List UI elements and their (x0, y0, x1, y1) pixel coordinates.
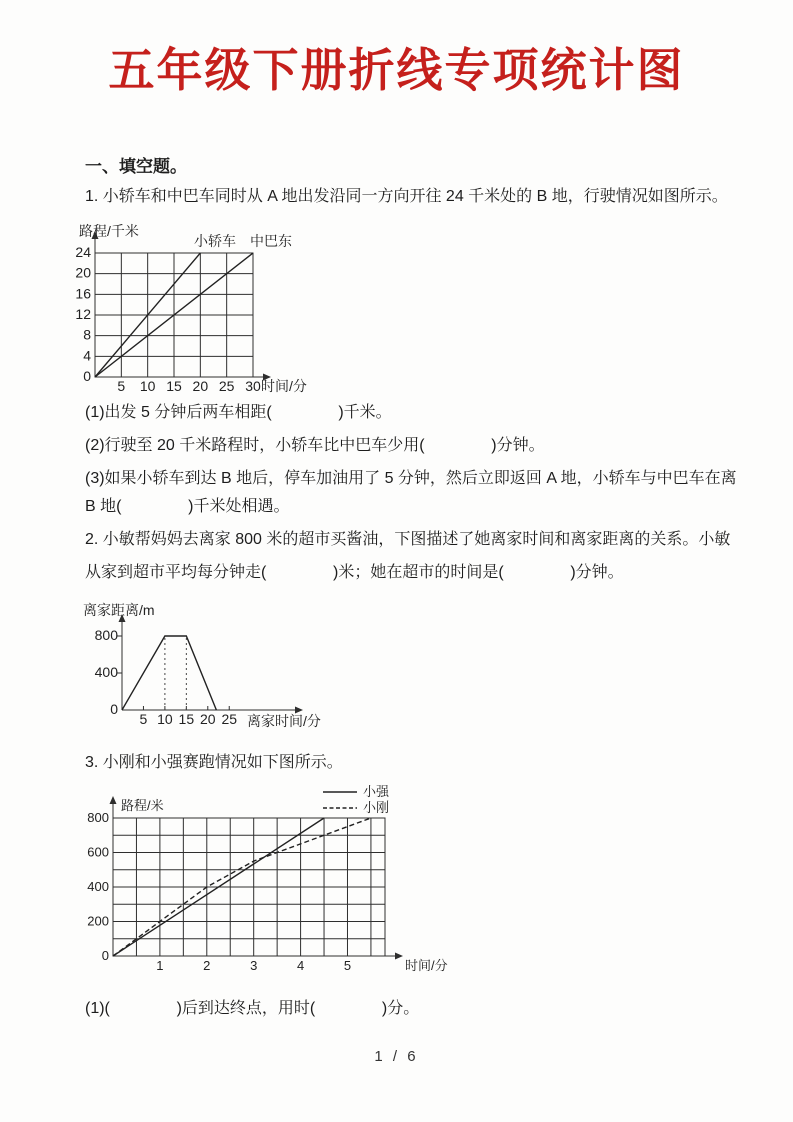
svg-text:8: 8 (83, 326, 91, 343)
svg-text:0: 0 (110, 701, 118, 717)
svg-text:离家时间/分: 离家时间/分 (247, 713, 321, 729)
svg-text:15: 15 (166, 378, 182, 394)
svg-text:时间/分: 时间/分 (261, 378, 307, 394)
svg-text:路程/千米: 路程/千米 (79, 223, 139, 239)
svg-text:30: 30 (245, 378, 261, 394)
svg-text:5: 5 (117, 378, 126, 394)
question-1-blank-1: (1)出发 5 分钟后两车相距( )千米。 (85, 404, 392, 421)
svg-text:1: 1 (156, 958, 164, 973)
svg-text:12: 12 (75, 306, 91, 322)
question-1-text: 1. 小轿车和中巴车同时从 A 地出发沿同一方向开往 24 千米处的 B 地，行驶情况如图所示。 (85, 188, 728, 205)
svg-text:25: 25 (221, 711, 238, 727)
question-3-blank-1: (1)( )后到达终点，用时( )分。 (85, 1000, 420, 1017)
worksheet-title: 五年级下册折线专项统计图 (108, 44, 685, 96)
svg-text:2: 2 (203, 958, 211, 973)
question-2-text-line1: 2. 小敏帮妈妈去离家 800 米的超市买酱油，下图描述了她离家时间和离家距离的关系。小敏 (85, 531, 731, 548)
question-2-text-line2: 从家到超市平均每分钟走( )米；她在超市的时间是( )分钟。 (85, 564, 624, 581)
svg-text:5: 5 (343, 958, 352, 973)
svg-text:600: 600 (87, 844, 109, 860)
question-1-blank-3-line2: B 地( )千米处相遇。 (85, 498, 290, 515)
svg-text:400: 400 (87, 879, 109, 894)
svg-text:5: 5 (139, 711, 148, 727)
svg-text:24: 24 (75, 244, 91, 260)
svg-text:0: 0 (83, 368, 91, 384)
svg-text:路程/米: 路程/米 (121, 798, 164, 813)
svg-text:10: 10 (139, 378, 156, 394)
svg-text:200: 200 (87, 913, 109, 929)
svg-text:0: 0 (101, 948, 109, 963)
svg-text:小刚: 小刚 (363, 800, 390, 815)
svg-text:20: 20 (200, 711, 216, 727)
svg-text:10: 10 (157, 711, 173, 727)
svg-text:3: 3 (250, 958, 258, 973)
svg-text:小强: 小强 (363, 784, 390, 799)
svg-text:时间/分: 时间/分 (405, 958, 448, 973)
svg-text:15: 15 (178, 711, 195, 727)
line-chart-race (75, 780, 507, 992)
svg-text:离家距离/m: 离家距离/m (83, 602, 155, 618)
line-chart-distance-from-home (75, 593, 407, 738)
svg-text:中巴东: 中巴东 (250, 233, 292, 249)
question-1-blank-3-line1: (3)如果小轿车到达 B 地后，停车加油用了 5 分钟，然后立即返回 A 地，小轿车与中巴车在离 (85, 470, 737, 487)
svg-text:4: 4 (83, 347, 91, 364)
line-chart-cars-travel (75, 220, 387, 404)
svg-text:400: 400 (94, 664, 118, 680)
svg-text:25: 25 (218, 378, 235, 394)
svg-text:800: 800 (94, 627, 118, 643)
svg-text:4: 4 (296, 958, 305, 973)
svg-text:16: 16 (75, 285, 91, 302)
svg-text:800: 800 (87, 810, 109, 825)
question-3-text: 3. 小刚和小强赛跑情况如下图所示。 (85, 754, 343, 771)
svg-text:20: 20 (192, 378, 209, 394)
section-heading: 一、填空题。 (85, 157, 187, 176)
svg-text:小轿车: 小轿车 (194, 233, 236, 249)
page-number: 1 / 6 (374, 1048, 419, 1065)
svg-text:20: 20 (75, 264, 91, 281)
question-1-blank-2: (2)行驶至 20 千米路程时，小轿车比中巴车少用( )分钟。 (85, 437, 545, 454)
